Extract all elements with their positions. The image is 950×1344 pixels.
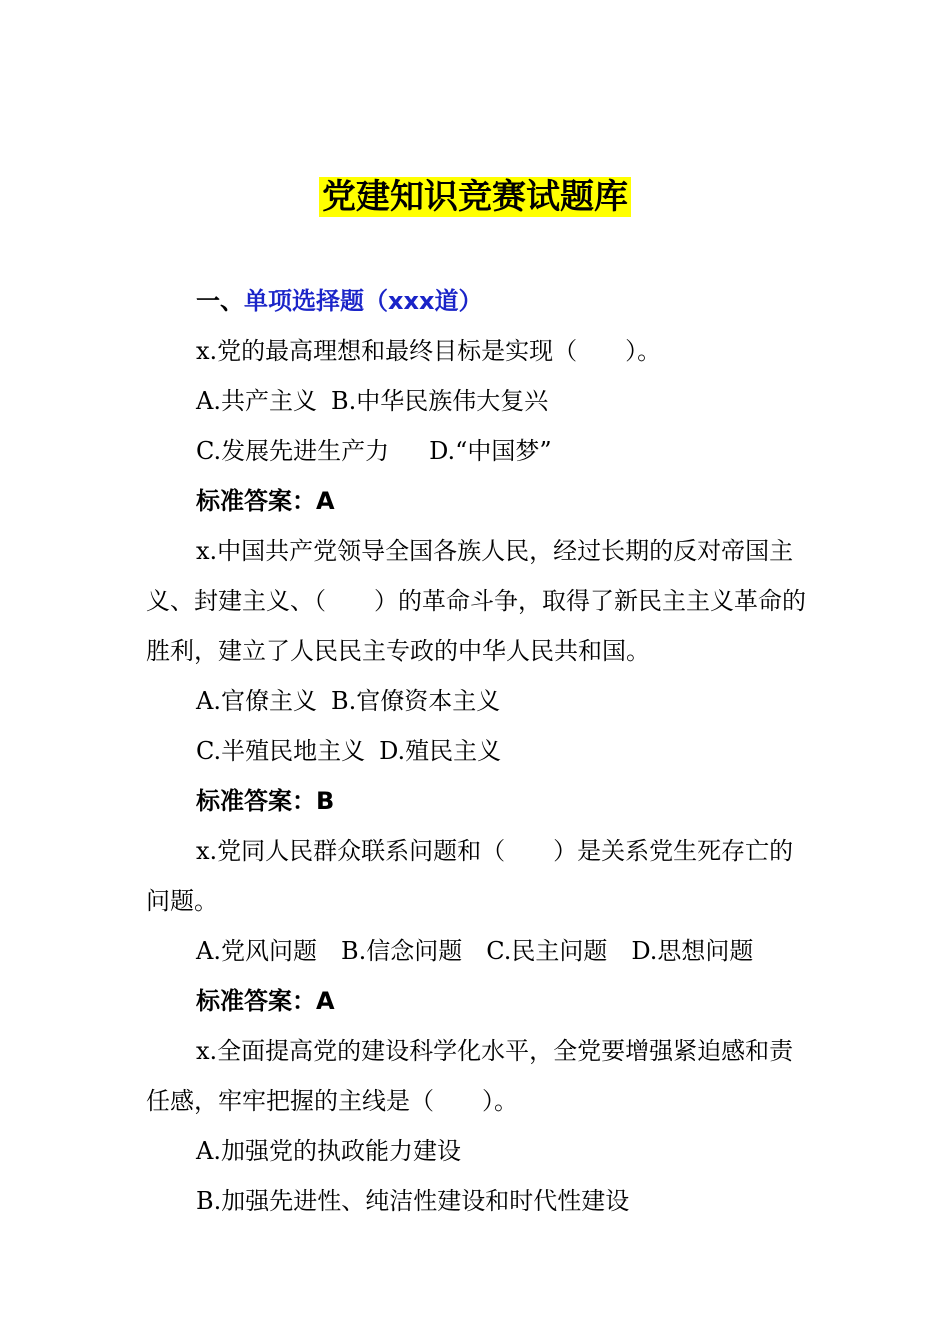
question-4-option-b: B.加强先进性、纯洁性建设和时代性建设 bbox=[196, 1187, 630, 1215]
question-1-stem: x.党的最高理想和最终目标是实现（ ）。 bbox=[196, 337, 662, 365]
document-title-text: 党建知识竞赛试题库 bbox=[319, 177, 631, 217]
section-heading bbox=[146, 276, 816, 326]
question-1-option-d: D.“中国梦” bbox=[429, 437, 552, 465]
question-2-option-c: C.半殖民地主义 bbox=[196, 737, 366, 765]
question-1-option-b: B.中华民族伟大复兴 bbox=[330, 387, 549, 415]
section-label: 单项选择题（xxx道） bbox=[244, 287, 483, 315]
question-3-option-a: A.党风问题 bbox=[196, 937, 317, 965]
question-2-answer: 标准答案：B bbox=[196, 787, 335, 815]
question-3-answer: 标准答案：A bbox=[196, 987, 335, 1015]
question-3-option-c: C.民主问题 bbox=[486, 937, 608, 965]
question-3-option-d: D.思想问题 bbox=[631, 937, 754, 965]
question-3-option-b: B.信念问题 bbox=[340, 937, 463, 965]
question-1-option-c: C.发展先进生产力 bbox=[196, 437, 390, 465]
document-title bbox=[0, 176, 950, 218]
question-1-answer: 标准答案：A bbox=[196, 487, 335, 515]
question-1-option-a: A.共产主义 bbox=[196, 387, 317, 415]
question-2-option-b: B.官僚资本主义 bbox=[330, 687, 501, 715]
question-2-stem: x.中国共产党领导全国各族人民，经过长期的反对帝国主义、封建主义、（ ）的革命斗争，取得了新民主主义革命的胜利，建立了人民民主专政的中华人民共和国。 bbox=[146, 537, 806, 665]
question-1-options-row-1 bbox=[146, 376, 816, 426]
section-number: 一、 bbox=[196, 287, 244, 315]
question-2-option-d: D.殖民主义 bbox=[379, 737, 502, 765]
question-3-stem: x.党同人民群众联系问题和（ ）是关系党生死存亡的问题。 bbox=[146, 837, 794, 915]
question-2-options-row-1 bbox=[146, 676, 816, 726]
document-body bbox=[146, 276, 816, 1226]
question-1-options-row-2 bbox=[146, 426, 816, 476]
question-2-option-a: A.官僚主义 bbox=[196, 687, 317, 715]
question-4-option-a: A.加强党的执政能力建设 bbox=[196, 1137, 461, 1165]
question-4-stem: x.全面提高党的建设科学化水平，全党要增强紧迫感和责任感，牢牢把握的主线是（ ）。 bbox=[146, 1037, 794, 1115]
question-3-options-row bbox=[146, 926, 816, 976]
question-2-options-row-2 bbox=[146, 726, 816, 776]
